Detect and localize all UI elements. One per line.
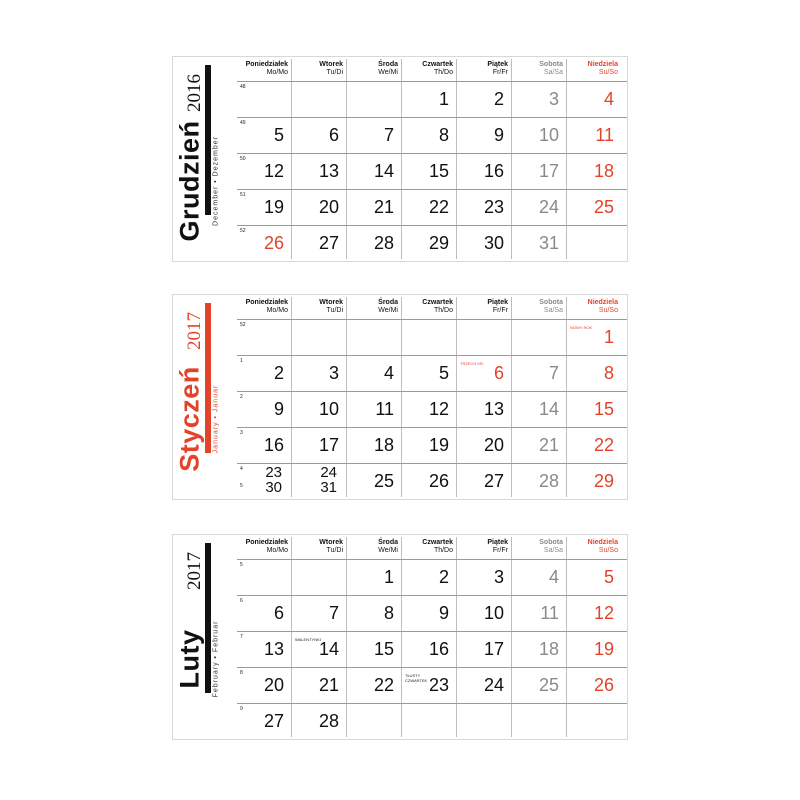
holiday-note: TŁUSTY CZWARTEK — [405, 673, 428, 683]
calendar-grid — [237, 535, 627, 739]
row-divider — [237, 391, 627, 392]
day-number: 30 — [483, 233, 504, 253]
month-subtitle-text: December • Dezember — [212, 136, 220, 226]
month-subtitle — [209, 101, 223, 261]
day-number: 23 — [483, 197, 504, 217]
column-divider — [456, 537, 457, 737]
day-number: 4 — [548, 567, 559, 587]
day-number: 2 — [438, 567, 449, 587]
weekday-name: Piątek — [487, 61, 508, 68]
calendar-grid — [237, 57, 627, 261]
month-sidebar — [173, 295, 233, 499]
month-subtitle-text: January • Januar — [212, 384, 220, 454]
month-december-2016 — [172, 56, 628, 262]
weekday-4 — [459, 539, 508, 555]
day-number: 19 — [263, 197, 284, 217]
day-number: 2 — [493, 89, 504, 109]
weekday-abbr: Fr/Fr — [492, 69, 508, 76]
day-number: 15 — [428, 161, 449, 181]
weekday-header — [237, 57, 627, 81]
day-number: 15 — [593, 399, 614, 419]
day-number: 6 — [493, 363, 504, 383]
weekday-abbr: Su/So — [598, 547, 618, 554]
column-divider — [511, 297, 512, 497]
day-number: 1 — [383, 567, 394, 587]
day-number: 12 — [263, 161, 284, 181]
weekday-name: Poniedziałek — [245, 539, 288, 546]
day-number: 31 — [320, 479, 337, 496]
weekday-6 — [569, 61, 618, 77]
row-divider — [237, 703, 627, 704]
weekday-abbr: Su/So — [598, 307, 618, 314]
day-number: 10 — [318, 399, 339, 419]
column-divider — [566, 537, 567, 737]
day-number: 14 — [373, 161, 394, 181]
day-number: 7 — [383, 125, 394, 145]
weekday-5 — [514, 299, 563, 315]
month-subtitle — [209, 339, 223, 499]
day-number: 6 — [273, 603, 284, 623]
weekday-abbr: Th/Do — [433, 547, 453, 554]
day-number: 31 — [538, 233, 559, 253]
month-name-text: Luty — [174, 629, 205, 689]
day-number: 29 — [428, 233, 449, 253]
weekday-name: Piątek — [487, 299, 508, 306]
row-divider — [237, 189, 627, 190]
day-number: 8 — [603, 363, 614, 383]
weekday-4 — [459, 61, 508, 77]
weekday-header — [237, 535, 627, 559]
weekday-abbr: Sa/Sa — [543, 69, 563, 76]
day-number: 24 — [320, 464, 337, 481]
day-number: 28 — [373, 233, 394, 253]
day-number: 21 — [538, 435, 559, 455]
week-number: 2 — [240, 394, 243, 400]
day-number: 8 — [438, 125, 449, 145]
weekday-name: Wtorek — [319, 299, 343, 306]
day-number: 18 — [538, 639, 559, 659]
day-number: 7 — [328, 603, 339, 623]
day-number: 18 — [373, 435, 394, 455]
day-number: 14 — [318, 639, 339, 659]
week-number: 50 — [240, 156, 246, 162]
day-number: 27 — [483, 471, 504, 491]
weekday-1 — [294, 539, 343, 555]
holiday-note: WALENTYNKI — [295, 637, 321, 642]
day-number: 8 — [383, 603, 394, 623]
row-divider — [237, 355, 627, 356]
day-number: 17 — [318, 435, 339, 455]
weekday-abbr: Sa/Sa — [543, 307, 563, 314]
day-number: 14 — [538, 399, 559, 419]
row-divider — [237, 81, 627, 82]
row-divider — [237, 225, 627, 226]
day-number: 27 — [263, 711, 284, 731]
day-number: 16 — [263, 435, 284, 455]
year-text: 2017 — [184, 552, 205, 590]
week-number: 5 — [240, 483, 243, 489]
weekday-5 — [514, 61, 563, 77]
weekday-name: Niedziela — [587, 539, 618, 546]
week-number: 52 — [240, 322, 246, 328]
row-divider — [237, 463, 627, 464]
month-sidebar — [173, 535, 233, 739]
month-name-text: Styczeń — [174, 366, 205, 472]
day-number: 21 — [318, 675, 339, 695]
day-number: 5 — [273, 125, 284, 145]
weekday-3 — [404, 61, 453, 77]
month-name-text: Grudzień — [174, 120, 205, 242]
month-name — [173, 339, 207, 499]
day-number: 24 — [538, 197, 559, 217]
row-divider — [237, 631, 627, 632]
day-number: 27 — [318, 233, 339, 253]
week-number: 6 — [240, 598, 243, 604]
day-number: 23 — [428, 675, 449, 695]
day-number: 3 — [548, 89, 559, 109]
day-number: 1 — [603, 327, 614, 347]
day-number: 23 — [265, 464, 282, 481]
day-number: 21 — [373, 197, 394, 217]
row-divider — [237, 117, 627, 118]
calendar-grid — [237, 295, 627, 499]
column-divider — [291, 59, 292, 259]
day-number: 25 — [538, 675, 559, 695]
weekday-abbr: Tu/Di — [326, 69, 343, 76]
row-divider — [237, 427, 627, 428]
weekday-6 — [569, 299, 618, 315]
month-sidebar — [173, 57, 233, 261]
week-number: 49 — [240, 120, 246, 126]
day-number: 4 — [383, 363, 394, 383]
weekday-abbr: We/Mi — [378, 547, 398, 554]
month-subtitle-text: February • Februar — [212, 620, 220, 698]
week-number: 48 — [240, 84, 246, 90]
day-number: 28 — [538, 471, 559, 491]
column-divider — [511, 59, 512, 259]
day-number: 1 — [438, 89, 449, 109]
day-number: 19 — [428, 435, 449, 455]
day-number: 20 — [263, 675, 284, 695]
day-number: 26 — [263, 233, 284, 253]
day-number: 19 — [593, 639, 614, 659]
day-number: 24 — [483, 675, 504, 695]
weekday-3 — [404, 539, 453, 555]
day-number: 12 — [593, 603, 614, 623]
day-number: 13 — [483, 399, 504, 419]
day-number: 11 — [375, 399, 394, 419]
week-number: 9 — [240, 706, 243, 712]
weekday-name: Czwartek — [422, 539, 453, 546]
weekday-header — [237, 295, 627, 319]
weekday-name: Piątek — [487, 539, 508, 546]
column-divider — [566, 59, 567, 259]
weekday-abbr: Mo/Mo — [266, 69, 288, 76]
day-number: 9 — [273, 399, 284, 419]
day-number: 25 — [593, 197, 614, 217]
weekday-name: Środa — [378, 299, 398, 306]
column-divider — [566, 297, 567, 497]
week-number: 4 — [240, 466, 243, 472]
day-number: 20 — [318, 197, 339, 217]
week-number: 51 — [240, 192, 246, 198]
column-divider — [401, 297, 402, 497]
column-divider — [346, 297, 347, 497]
row-divider — [237, 319, 627, 320]
row-divider — [237, 153, 627, 154]
day-number: 29 — [593, 471, 614, 491]
weekday-2 — [349, 299, 398, 315]
column-divider — [401, 59, 402, 259]
day-number: 6 — [328, 125, 339, 145]
row-divider — [237, 559, 627, 560]
day-number: 9 — [493, 125, 504, 145]
weekday-abbr: Tu/Di — [326, 307, 343, 314]
column-divider — [346, 537, 347, 737]
holiday-note: TRZECH KR. — [460, 361, 484, 366]
weekday-name: Czwartek — [422, 299, 453, 306]
weekday-name: Niedziela — [587, 299, 618, 306]
week-number: 52 — [240, 228, 246, 234]
weekday-name: Niedziela — [587, 61, 618, 68]
column-divider — [401, 537, 402, 737]
weekday-2 — [349, 61, 398, 77]
weekday-name: Sobota — [539, 539, 563, 546]
weekday-abbr: We/Mi — [378, 307, 398, 314]
column-divider — [291, 537, 292, 737]
day-number: 18 — [593, 161, 614, 181]
month-february-2017 — [172, 534, 628, 740]
month-name — [173, 101, 207, 261]
weekday-2 — [349, 539, 398, 555]
weekday-name: Poniedziałek — [245, 61, 288, 68]
weekday-name: Poniedziałek — [245, 299, 288, 306]
day-number: 15 — [373, 639, 394, 659]
weekday-abbr: Mo/Mo — [266, 547, 288, 554]
weekday-abbr: Mo/Mo — [266, 307, 288, 314]
day-number: 11 — [540, 603, 559, 623]
weekday-name: Środa — [378, 61, 398, 68]
weekday-5 — [514, 539, 563, 555]
day-number: 17 — [538, 161, 559, 181]
day-number: 5 — [603, 567, 614, 587]
year-text: 2016 — [184, 74, 205, 112]
column-divider — [511, 537, 512, 737]
day-number: 28 — [318, 711, 339, 731]
day-number: 12 — [428, 399, 449, 419]
weekday-name: Czwartek — [422, 61, 453, 68]
day-number: 26 — [593, 675, 614, 695]
weekday-name: Sobota — [539, 61, 563, 68]
day-number: 3 — [493, 567, 504, 587]
week-number: 7 — [240, 634, 243, 640]
weekday-abbr: Th/Do — [433, 307, 453, 314]
weekday-6 — [569, 539, 618, 555]
weekday-1 — [294, 61, 343, 77]
weekday-name: Wtorek — [319, 61, 343, 68]
weekday-abbr: Fr/Fr — [492, 547, 508, 554]
weekday-name: Wtorek — [319, 539, 343, 546]
year-text: 2017 — [184, 312, 205, 350]
row-divider — [237, 667, 627, 668]
day-number: 4 — [603, 89, 614, 109]
day-number: 20 — [483, 435, 504, 455]
day-number: 16 — [428, 639, 449, 659]
weekday-abbr: Su/So — [598, 69, 618, 76]
month-name — [173, 579, 207, 739]
week-number: 8 — [240, 670, 243, 676]
weekday-0 — [239, 299, 288, 315]
day-number: 26 — [428, 471, 449, 491]
day-number: 22 — [373, 675, 394, 695]
column-divider — [456, 59, 457, 259]
day-number: 5 — [438, 363, 449, 383]
weekday-name: Sobota — [539, 299, 563, 306]
week-number: 3 — [240, 430, 243, 436]
weekday-0 — [239, 61, 288, 77]
day-number: 22 — [593, 435, 614, 455]
weekday-3 — [404, 299, 453, 315]
column-divider — [346, 59, 347, 259]
column-divider — [456, 297, 457, 497]
weekday-name: Środa — [378, 539, 398, 546]
weekday-abbr: We/Mi — [378, 69, 398, 76]
month-subtitle — [209, 579, 223, 739]
weekday-abbr: Th/Do — [433, 69, 453, 76]
day-number: 10 — [483, 603, 504, 623]
weekday-0 — [239, 539, 288, 555]
weekday-abbr: Tu/Di — [326, 547, 343, 554]
day-number: 25 — [373, 471, 394, 491]
day-number: 7 — [548, 363, 559, 383]
day-number: 2 — [273, 363, 284, 383]
day-number: 11 — [595, 125, 614, 145]
day-number: 9 — [438, 603, 449, 623]
row-divider — [237, 595, 627, 596]
weekday-abbr: Sa/Sa — [543, 547, 563, 554]
day-number: 16 — [483, 161, 504, 181]
day-number: 30 — [265, 479, 282, 496]
day-number: 22 — [428, 197, 449, 217]
month-january-2017 — [172, 294, 628, 500]
day-number: 17 — [483, 639, 504, 659]
weekday-4 — [459, 299, 508, 315]
holiday-note: NOWY ROK — [570, 325, 593, 330]
day-number: 10 — [538, 125, 559, 145]
day-number: 13 — [263, 639, 284, 659]
weekday-1 — [294, 299, 343, 315]
week-number: 5 — [240, 562, 243, 568]
week-number: 1 — [240, 358, 243, 364]
day-number: 3 — [328, 363, 339, 383]
day-number: 13 — [318, 161, 339, 181]
weekday-abbr: Fr/Fr — [492, 307, 508, 314]
